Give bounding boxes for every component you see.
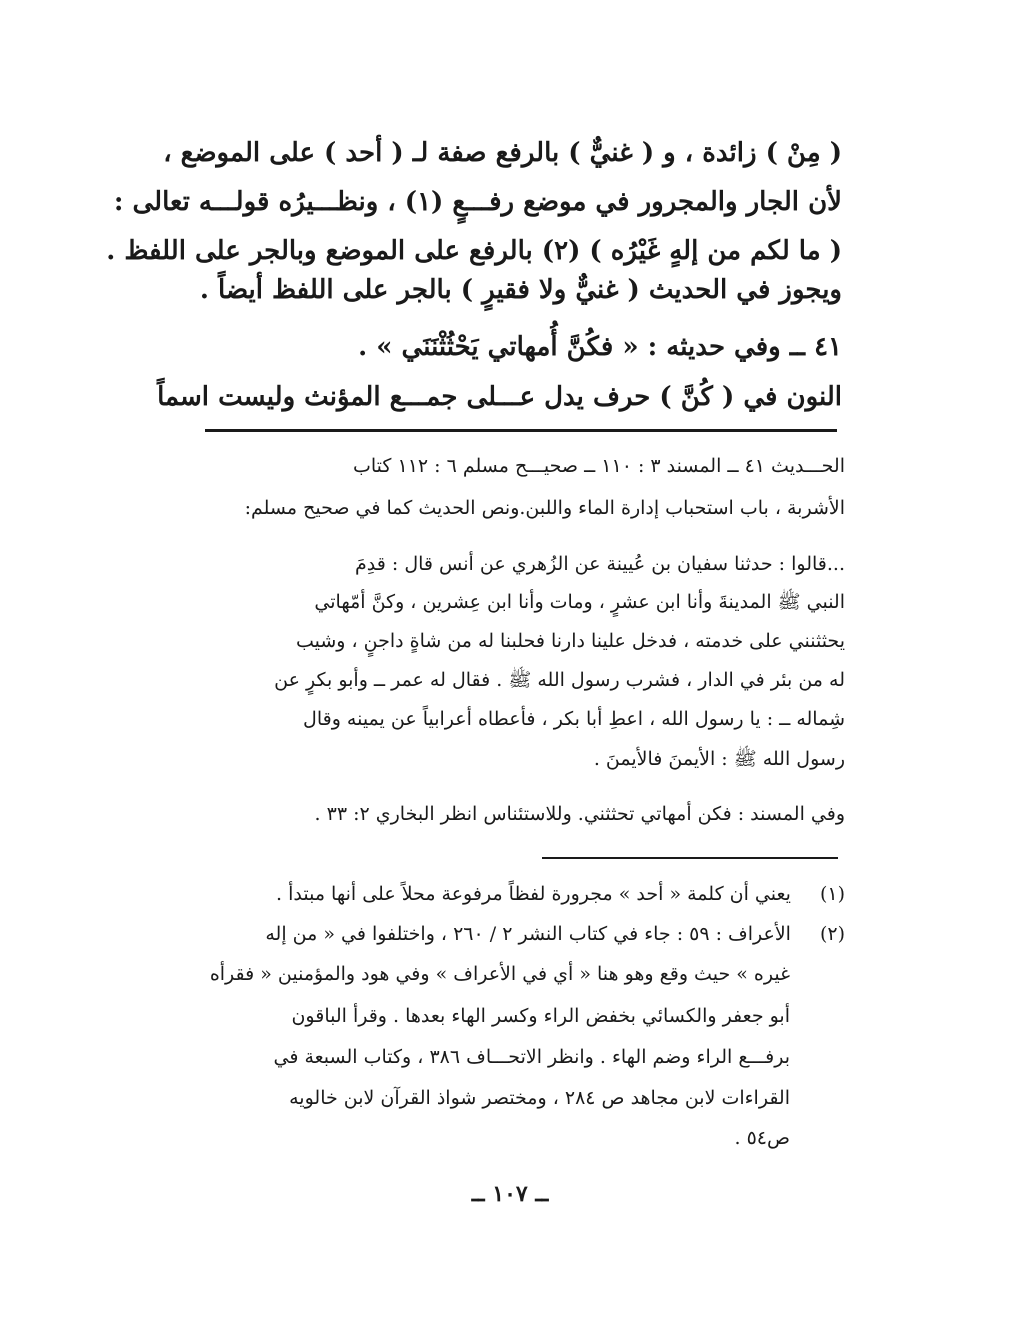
hadith-text-line: يحثثنني على خدمته ، فدخل علينا دارنا فحلبنا له من شاةٍ داجنٍ ، وشيب (295, 630, 845, 652)
main-text-line: النون في ( كُنَّ ) حرف يدل عـــلى جمـــع المؤنث وليست اسماً (157, 382, 842, 412)
footnote-text-line: أبو جعفر والكسائي بخفض الراء وكسر الهاء بعدها . وقرأ الباقون (291, 1005, 790, 1027)
hadith-reference-line: الحـــديث ٤١ ــ المسند ٣ : ١١٠ ــ صحيـــح مسلم ٦ : ١١٢ كتاب (353, 455, 845, 477)
main-text-line: ( مِنْ ) زائدة ، و ( غنيٌّ ) بالرفع صفة لـ ( أحد ) على الموضع ، (163, 138, 842, 168)
footnote-number: (١) (819, 883, 845, 905)
footnote-divider (542, 857, 838, 859)
hadith-heading-line: ٤١ ــ وفي حديثه : « فكُنَّ أُمهاتي يَحْثُثْنَنَي » . (358, 332, 842, 362)
main-text-line: لأن الجار والمجرور في موضع رفـــعٍ (١) ، ونظـــيرُه قولـــه تعالى : (113, 187, 842, 217)
hadith-reference-line: الأشربة ، باب استحباب إدارة الماء واللبن.ونص الحديث كما في صحيح مسلم: (244, 497, 845, 519)
footnote-text: يعني أن كلمة « أحد » مجرورة لفظاً مرفوعة محلاً على أنها مبتدأ . (276, 883, 791, 905)
hadith-text-line: رسول الله ﷺ : الأيمنَ فالأيمنَ . (593, 748, 845, 770)
footnote-1 (180, 876, 845, 912)
musnad-line: وفي المسند : فكن أمهاتي تحثثني. وللاستئناس انظر البخاري ٢: ٣٣ . (314, 803, 845, 825)
main-text-line: ويجوز في الحديث ( غنيٌّ ولا فقيرٍ ) بالجر على اللفظ أيضاً . (199, 275, 842, 305)
hadith-text-line: شِماله ــ : يا رسول الله ، اعطِ أبا بكر ، فأعطاه أعرابياً عن يمينه وقال (303, 708, 845, 730)
footnote-text-line: ص٥٤ . (734, 1127, 790, 1149)
hadith-text-line: ...قالوا : حدثنا سفيان بن عُيينة عن الزُهري عن أنس قال : قدِمَ (355, 553, 845, 575)
main-text-divider (205, 429, 837, 432)
footnote-text: الأعراف : ٥٩ : جاء في كتاب النشر ٢ / ٢٦٠ ، واختلفوا في « من إله (265, 923, 791, 945)
main-text-line: ( ما لكم من إلهٍ غَيْرُه ) (٢) بالرفع على الموضع وبالجر على اللفظ . (106, 236, 842, 266)
footnote-2 (180, 916, 845, 952)
footnote-number: (٢) (819, 923, 845, 945)
page-number: ــ ١٠٧ ــ (471, 1181, 549, 1207)
footnote-text-line: غيره » حيث وقع وهو هنا « أي في الأعراف » وفي هود والمؤمنين « فقرأه (209, 963, 790, 985)
hadith-text-line: له من بئر في الدار ، فشرب رسول الله ﷺ . فقال له عمر ــ وأبو بكرٍ عن (274, 669, 845, 691)
footnote-text-line: القراءات لابن مجاهد ص ٢٨٤ ، ومختصر شواذ القرآن لابن خالويه (289, 1087, 790, 1109)
hadith-text-line: النبي ﷺ المدينةَ وأنا ابن عشرٍ ، ومات وأنا ابن عِشرين ، وكنَّ أمّهاتي (314, 591, 845, 613)
footnote-text-line: برفـــع الراء وضم الهاء . وانظر الاتحـــاف ٣٨٦ ، وكتاب السبعة في (273, 1046, 790, 1068)
